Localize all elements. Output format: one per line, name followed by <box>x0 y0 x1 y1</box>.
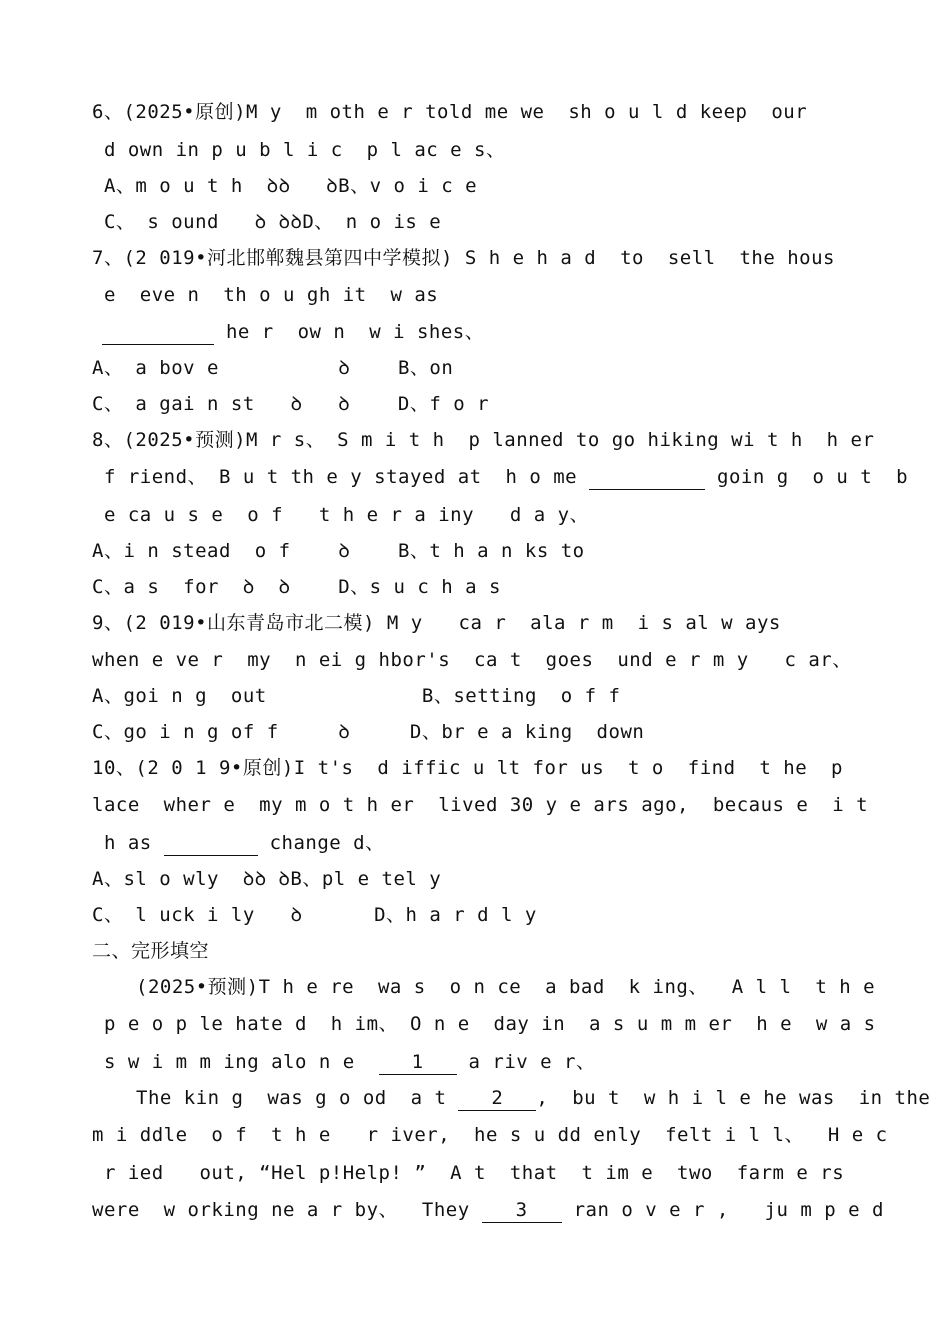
question-8-tail: goin g o u t b <box>705 466 909 488</box>
answer-blank[interactable] <box>589 465 705 490</box>
section-heading: 二、完形填空 <box>92 940 210 962</box>
answer-blank[interactable] <box>164 831 258 856</box>
question-6-stem-cont: d own in p u b l i c p l ac e s、 <box>92 139 506 161</box>
passage-para-1: (2025•预测)T h e re wa s o n ce a bad k ing、 A l l t h e <box>136 976 876 998</box>
question-10-options-cd: C、 l uck i ly ꝺ D、h a r d l y <box>92 904 537 926</box>
passage-para-2-cont2: r ied out, “Hel p!Help! ” A t that t im e two farm e rs <box>92 1162 845 1184</box>
question-10-text: h as <box>92 832 152 854</box>
question-8-options-cd: C、a s for ꝺ ꝺ D、s u c h a s <box>92 576 501 598</box>
question-6-options-ab: A、m o u t h ꝺꝺ ꝺB、v o i c e <box>92 175 478 197</box>
passage-tail: ran o v e r , ju m p e d <box>561 1199 884 1221</box>
cloze-blank-2[interactable]: 2 <box>458 1086 536 1111</box>
question-10-options-ab: A、sl o wly ꝺꝺ ꝺB、pl e tel y <box>92 868 442 890</box>
cloze-blank-1[interactable]: 1 <box>379 1050 457 1075</box>
question-8-text: f riend、 B u t th e y stayed at h o me <box>92 466 578 488</box>
question-8-stem-cont2: e ca u s e o f t h e r a iny d a y、 <box>92 504 590 526</box>
question-7-tail: he r ow n w i shes、 <box>214 321 485 343</box>
passage-para-2-cont: m i ddle o f t h e r iver, he s u dd enly felt i l l、 H e c <box>92 1124 888 1146</box>
passage-tail: a riv e r、 <box>456 1051 596 1073</box>
question-8-stem: 8、(2025•预测)M r s、 S m i t h p lanned to go hiking wi t h h er <box>92 429 875 451</box>
passage-para-1-cont2 <box>92 1050 862 1075</box>
question-6-stem: 6、(2025•原创)M y m oth e r told me we sh o u l d keep our <box>92 101 808 123</box>
passage-para-1-cont: p e o p le hate d h im、 O n e day in a s u m m er h e w a s <box>92 1013 876 1035</box>
question-7-stem-cont: e eve n th o u gh it w as <box>92 284 439 306</box>
passage-tail: , bu t w h i l e he was in the <box>536 1087 931 1109</box>
question-10-tail: change d、 <box>257 832 385 854</box>
question-8-stem-cont <box>92 465 909 490</box>
question-7-options-cd: C、 a gai n st ꝺ ꝺ D、f o r <box>92 393 490 415</box>
question-9-options-cd: C、go i n g of f ꝺ D、br e a king down <box>92 721 645 743</box>
passage-para-2-cont3 <box>92 1198 884 1223</box>
question-10-stem: 10、(2 0 1 9•原创)I t's d iffic u lt for us t o find t he p <box>92 757 843 779</box>
passage-text: The kin g was g o od a t <box>136 1087 447 1109</box>
question-9-options-ab: A、goi n g out B、setting o f f <box>92 685 621 707</box>
question-10-stem-cont2 <box>92 831 862 856</box>
question-8-options-ab: A、i n stead o f ꝺ B、t h a n ks to <box>92 540 585 562</box>
question-7-options-ab: A、 a bov e ꝺ B、on <box>92 357 454 379</box>
passage-text: were w orking ne a r by、 They <box>92 1199 470 1221</box>
cloze-blank-3[interactable]: 3 <box>482 1198 562 1223</box>
passage-para-2 <box>136 1086 931 1111</box>
question-9-stem: 9、(2 019•山东青岛市北二模) M y ca r ala r m i s al w ays <box>92 612 781 634</box>
question-7-blank-line <box>92 320 862 345</box>
question-9-stem-cont: when e ve r my n ei g hbor's ca t goes und e r m y c ar、 <box>92 649 852 671</box>
passage-text: s w i m m ing alo n e <box>92 1051 355 1073</box>
answer-blank[interactable] <box>102 320 214 345</box>
question-7-stem: 7、(2 019•河北邯郸魏县第四中学模拟) S h e h a d to sell the hous <box>92 247 835 269</box>
question-10-stem-cont: lace wher e my m o t h er lived 30 y e ars ago, becaus e i t <box>92 794 869 816</box>
question-6-options-cd: C、 s ound ꝺ ꝺꝺD、 n o is e <box>92 211 442 233</box>
